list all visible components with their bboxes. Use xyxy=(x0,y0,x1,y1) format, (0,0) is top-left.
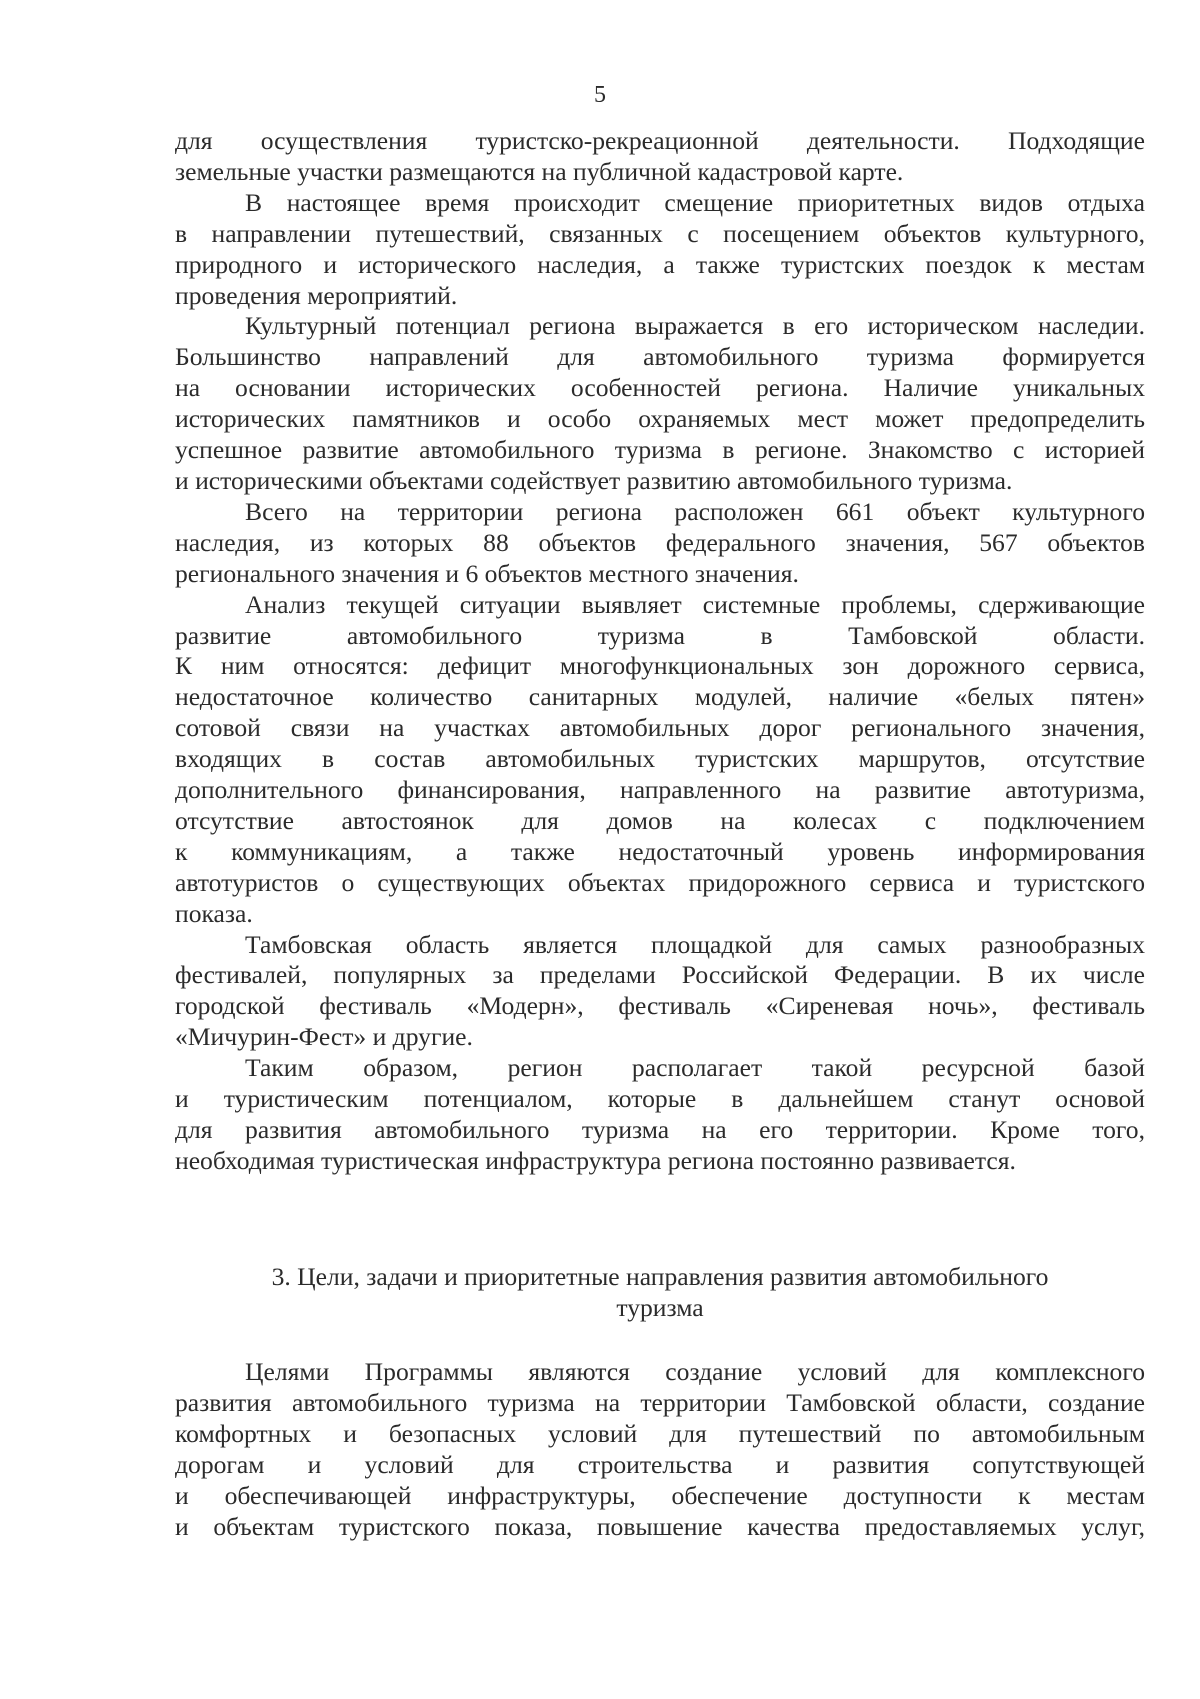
text-line: к коммуникациям, а также недостаточный уровень информирования xyxy=(175,836,1145,866)
text-line: земельные участки размещаются на публичной кадастровой карте. xyxy=(175,156,904,186)
paragraph xyxy=(175,930,1145,1054)
paragraph xyxy=(175,311,1145,496)
text-line: Всего на территории региона расположен 661 объект культурного xyxy=(245,496,1145,526)
text-line: необходимая туристическая инфраструктура региона постоянно развивается. xyxy=(175,1145,1016,1175)
body-text xyxy=(175,1357,1145,1542)
text-line: входящих в состав автомобильных туристских маршрутов, отсутствие xyxy=(175,744,1145,774)
text-line: наследия, из которых 88 объектов федерального значения, 567 объектов xyxy=(175,527,1145,557)
text-line: К ним относятся: дефицит многофункциональных зон дорожного сервиса, xyxy=(175,651,1145,681)
text-line: автотуристов о существующих объектах придорожного сервиса и туристского xyxy=(175,867,1145,897)
paragraph xyxy=(175,590,1145,930)
text-line: на основании исторических особенностей региона. Наличие уникальных xyxy=(175,373,1145,403)
text-line: исторических памятников и особо охраняемых мест может предопределить xyxy=(175,404,1145,434)
text-line: недостаточное количество санитарных модулей, наличие «белых пятен» xyxy=(175,682,1145,712)
paragraph xyxy=(175,497,1145,590)
text-line: развитие автомобильного туризма в Тамбовской области. xyxy=(175,620,1145,650)
text-line: регионального значения и 6 объектов местного значения. xyxy=(175,558,799,588)
text-line: дополнительного финансирования, направленного на развитие автотуризма, xyxy=(175,775,1145,805)
section-heading-line: 3. Цели, задачи и приоритетные направления развития автомобильного xyxy=(271,1262,1049,1291)
text-line: Анализ текущей ситуации выявляет системные проблемы, сдерживающие xyxy=(245,589,1145,619)
text-line: Таким образом, регион располагает такой ресурсной базой xyxy=(245,1053,1145,1083)
text-line: успешное развитие автомобильного туризма в регионе. Знакомство с историей xyxy=(175,435,1145,465)
paragraph xyxy=(175,1053,1145,1177)
text-line: и обеспечивающей инфраструктуры, обеспечение доступности к местам xyxy=(175,1480,1145,1510)
text-line: Тамбовская область является площадкой для самых разнообразных xyxy=(245,929,1145,959)
text-line: сотовой связи на участках автомобильных дорог регионального значения, xyxy=(175,713,1145,743)
paragraph xyxy=(175,188,1145,312)
text-line: для осуществления туристско-рекреационной деятельности. Подходящие xyxy=(175,126,1145,155)
text-line: показа. xyxy=(175,898,253,928)
text-line: комфортных и безопасных условий для путешествий по автомобильным xyxy=(175,1418,1145,1448)
body-text xyxy=(175,126,1145,1177)
paragraph xyxy=(175,126,1145,188)
section-heading-line: туризма xyxy=(616,1292,704,1322)
text-line: проведения мероприятий. xyxy=(175,280,458,310)
text-line: развития автомобильного туризма на территории Тамбовской области, создание xyxy=(175,1387,1145,1417)
text-line: городской фестиваль «Модерн», фестиваль «Сиреневая ночь», фестиваль xyxy=(175,991,1145,1021)
text-line: фестивалей, популярных за пределами Российской Федерации. В их числе xyxy=(175,960,1145,990)
text-line: Культурный потенциал региона выражается в его историческом наследии. xyxy=(245,311,1145,341)
text-line: для развития автомобильного туризма на его территории. Кроме того, xyxy=(175,1115,1145,1144)
text-line: Целями Программы являются создание условий для комплексного xyxy=(245,1357,1145,1386)
paragraph xyxy=(175,1357,1145,1542)
section-heading xyxy=(175,1262,1145,1324)
text-line: и историческими объектами содействует развитию автомобильного туризма. xyxy=(175,465,1013,495)
page-number: 5 xyxy=(594,82,606,108)
text-line: в направлении путешествий, связанных с посещением объектов культурного, xyxy=(175,218,1145,248)
text-line: Большинство направлений для автомобильного туризма формируется xyxy=(175,342,1145,372)
text-line: отсутствие автостоянок для домов на колесах с подключением xyxy=(175,805,1145,835)
text-line: и объектам туристского показа, повышение качества предоставляемых услуг, xyxy=(175,1511,1145,1541)
text-line: дорогам и условий для строительства и развития сопутствующей xyxy=(175,1449,1145,1479)
text-line: и туристическим потенциалом, которые в дальнейшем станут основой xyxy=(175,1084,1145,1114)
text-line: природного и исторического наследия, а также туристских поездок к местам xyxy=(175,249,1145,279)
text-line: «Мичурин-Фест» и другие. xyxy=(175,1022,473,1052)
text-line: В настоящее время происходит смещение приоритетных видов отдыха xyxy=(245,187,1145,217)
